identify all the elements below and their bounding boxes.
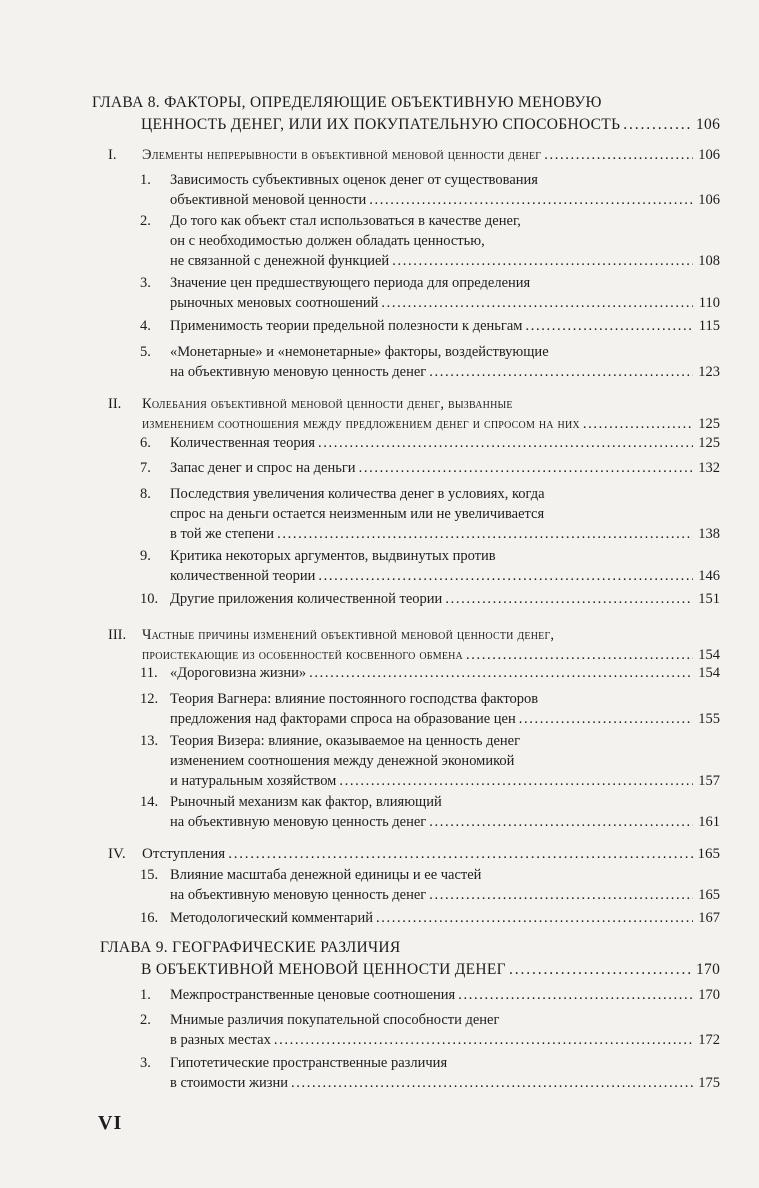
page-number: 106 <box>696 116 721 133</box>
page-number: 125 <box>698 435 720 451</box>
dot-leader <box>277 524 693 544</box>
chapter-title-line: ФАКТОРЫ, ОПРЕДЕЛЯЮЩИЕ ОБЪЕКТИВНУЮ МЕНОВУЮ <box>164 94 602 111</box>
dot-leader <box>381 293 693 313</box>
dot-leader <box>466 645 693 665</box>
item-number: 4. <box>140 318 151 334</box>
chapter-title-line: ЦЕННОСТЬ ДЕНЕГ, ИЛИ ИХ ПОКУПАТЕЛЬНУЮ СПОСОБНОСТЬ <box>141 116 621 133</box>
page-number: 165 <box>697 846 720 862</box>
item-title-line: объективной меновой ценности <box>170 192 367 208</box>
toc-chapter-8 <box>92 92 720 136</box>
dot-leader <box>519 709 693 729</box>
dot-leader <box>318 566 693 586</box>
dot-leader <box>458 985 693 1005</box>
dot-leader <box>291 1073 693 1093</box>
item-title-line: Мнимые различия покупательной способности денег <box>170 1012 500 1028</box>
item-title-line: Теория Визера: влияние, оказываемое на ценность денег <box>170 733 521 749</box>
chapter-title-line: ГЕОГРАФИЧЕСКИЕ РАЗЛИЧИЯ <box>172 939 401 956</box>
page-number: 175 <box>698 1075 720 1091</box>
item-title-line: «Дороговизна жизни» <box>170 665 307 681</box>
item-number: 1. <box>140 172 151 188</box>
item-title-line: он с необходимостью должен обладать ценностью, <box>170 233 485 249</box>
item-title-line: спрос на деньги остается неизменным или не увеличивается <box>170 506 545 522</box>
item-number: 2. <box>140 213 151 229</box>
chapter-label: ГЛАВА 8. <box>92 94 160 111</box>
chapter-title-line: В ОБЪЕКТИВНОЙ МЕНОВОЙ ЦЕННОСТИ ДЕНЕГ <box>141 961 506 978</box>
dot-leader <box>376 908 693 928</box>
item-title-line: в стоимости жизни <box>170 1075 289 1091</box>
item-title-line: Влияние масштаба денежной единицы и ее частей <box>170 867 482 883</box>
page-number: 157 <box>698 773 720 789</box>
page-number: 138 <box>698 526 720 542</box>
toc-chapter-9 <box>100 937 720 981</box>
item-title-line: на объективную меновую ценность денег <box>170 887 427 903</box>
item-number: 3. <box>140 1055 151 1071</box>
page-number: 167 <box>698 910 720 926</box>
toc-item-15 <box>140 865 720 905</box>
section-number: I. <box>108 147 117 163</box>
item-number: 1. <box>140 987 151 1003</box>
toc-item-10 <box>140 589 720 609</box>
page-number: 110 <box>698 295 720 311</box>
item-title-line: рыночных меновых соотношений <box>170 295 379 311</box>
item-title-line: Критика некоторых аргументов, выдвинутых против <box>170 548 496 564</box>
item-title-line: в той же степени <box>170 526 275 542</box>
page-number: 115 <box>698 318 720 334</box>
page-folio: VI <box>98 1112 123 1134</box>
dot-leader <box>392 251 693 271</box>
toc-item-8 <box>140 484 720 544</box>
section-number: IV. <box>108 846 126 862</box>
section-title-line: Элементы непрерывности в объективной меновой ценности денег <box>142 147 542 163</box>
item-title-line: не связанной с денежной функцией <box>170 253 390 269</box>
item-title-line: Межпространственные ценовые соотношения <box>170 987 456 1003</box>
section-title-line: Отступления <box>142 846 226 862</box>
page-number: 161 <box>698 814 720 830</box>
page-number: 170 <box>698 987 720 1003</box>
toc-item-13 <box>140 731 720 791</box>
page-number: 106 <box>698 147 720 163</box>
item-title-line: Количественная теория <box>170 435 316 451</box>
item-number: 7. <box>140 460 151 476</box>
item-title-line: изменением соотношения между денежной экономикой <box>170 753 515 769</box>
page-number: 170 <box>696 961 721 978</box>
item-number: 10. <box>140 591 159 607</box>
page-number: 132 <box>698 460 720 476</box>
toc-item-2 <box>140 211 720 271</box>
toc-item-7 <box>140 458 720 478</box>
toc-ch9-item-1 <box>140 985 720 1005</box>
item-title-line: Зависимость субъективных оценок денег от существования <box>170 172 538 188</box>
item-title-line: Методологический комментарий <box>170 910 374 926</box>
toc-section-1 <box>108 145 720 165</box>
toc-item-5 <box>140 342 720 382</box>
dot-leader <box>228 844 693 864</box>
page-number: 123 <box>698 364 720 380</box>
toc-item-4 <box>140 316 720 336</box>
dot-leader <box>274 1030 693 1050</box>
item-title-line: Применимость теории предельной полезности к деньгам <box>170 318 523 334</box>
item-number: 3. <box>140 275 151 291</box>
item-number: 14. <box>140 794 159 810</box>
toc-section-4 <box>108 844 720 864</box>
section-title-line: Колебания объективной меновой ценности денег, вызванные <box>142 396 513 412</box>
page-number: 155 <box>698 711 720 727</box>
page-number: 151 <box>698 591 720 607</box>
toc-item-12 <box>140 689 720 729</box>
section-number: II. <box>108 396 122 412</box>
section-number: III. <box>108 627 127 643</box>
page-number: 146 <box>698 568 720 584</box>
toc-item-3 <box>140 273 720 313</box>
dot-leader <box>369 190 693 210</box>
item-title-line: «Монетарные» и «немонетарные» факторы, воздействующие <box>170 344 549 360</box>
toc-item-14 <box>140 792 720 832</box>
section-title-line: изменением соотношения между предложением денег и спросом на них <box>142 416 580 432</box>
item-title-line: в разных местах <box>170 1032 271 1048</box>
item-number: 8. <box>140 486 151 502</box>
page-number: 125 <box>698 416 720 432</box>
item-number: 12. <box>140 691 159 707</box>
item-title-line: Теория Вагнера: влияние постоянного господства факторов <box>170 691 539 707</box>
section-title-line: Частные причины изменений объективной меновой ценности денег, <box>142 627 555 643</box>
item-title-line: Рыночный механизм как фактор, влияющий <box>170 794 442 810</box>
toc-section-2 <box>108 394 720 434</box>
dot-leader <box>339 771 693 791</box>
toc-ch9-item-3 <box>140 1053 720 1093</box>
item-number: 5. <box>140 344 151 360</box>
dot-leader <box>318 433 693 453</box>
toc-item-9 <box>140 546 720 586</box>
item-number: 9. <box>140 548 151 564</box>
page-number: 106 <box>698 192 720 208</box>
item-number: 13. <box>140 733 159 749</box>
toc-item-6 <box>140 433 720 453</box>
item-number: 11. <box>140 665 158 681</box>
dot-leader <box>623 114 693 136</box>
item-title-line: Другие приложения количественной теории <box>170 591 443 607</box>
item-title-line: Значение цен предшествующего периода для определения <box>170 275 531 291</box>
dot-leader <box>445 589 693 609</box>
item-number: 15. <box>140 867 159 883</box>
toc-item-1 <box>140 170 720 210</box>
page-number: 108 <box>698 253 720 269</box>
toc-ch9-item-2 <box>140 1010 720 1050</box>
dot-leader <box>509 959 693 981</box>
item-title-line: на объективную меновую ценность денег <box>170 814 427 830</box>
item-title-line: количественной теории <box>170 568 316 584</box>
item-title-line: предложения над факторами спроса на образование цен <box>170 711 516 727</box>
dot-leader <box>583 414 693 434</box>
page-number: 165 <box>698 887 720 903</box>
item-title-line: на объективную меновую ценность денег <box>170 364 427 380</box>
dot-leader <box>429 812 693 832</box>
item-title-line: До того как объект стал использоваться в качестве денег, <box>170 213 521 229</box>
toc-item-16 <box>140 908 720 928</box>
toc-item-11 <box>140 663 720 683</box>
chapter-label: ГЛАВА 9. <box>100 939 168 956</box>
item-title-line: Последствия увеличения количества денег в условиях, когда <box>170 486 545 502</box>
item-number: 2. <box>140 1012 151 1028</box>
item-number: 6. <box>140 435 151 451</box>
item-title-line: Гипотетические пространственные различия <box>170 1055 448 1071</box>
item-title-line: Запас денег и спрос на деньги <box>170 460 356 476</box>
page-number: 154 <box>698 665 720 681</box>
dot-leader <box>359 458 693 478</box>
section-title-line: проистекающие из особенностей косвенного обмена <box>142 647 463 663</box>
dot-leader <box>429 885 693 905</box>
page-number: 154 <box>698 647 720 663</box>
dot-leader <box>309 663 693 683</box>
dot-leader <box>429 362 693 382</box>
page-number: 172 <box>698 1032 720 1048</box>
dot-leader <box>525 316 693 336</box>
item-number: 16. <box>140 910 159 926</box>
dot-leader <box>544 145 693 165</box>
item-title-line: и натуральным хозяйством <box>170 773 337 789</box>
toc-section-3 <box>108 625 720 665</box>
